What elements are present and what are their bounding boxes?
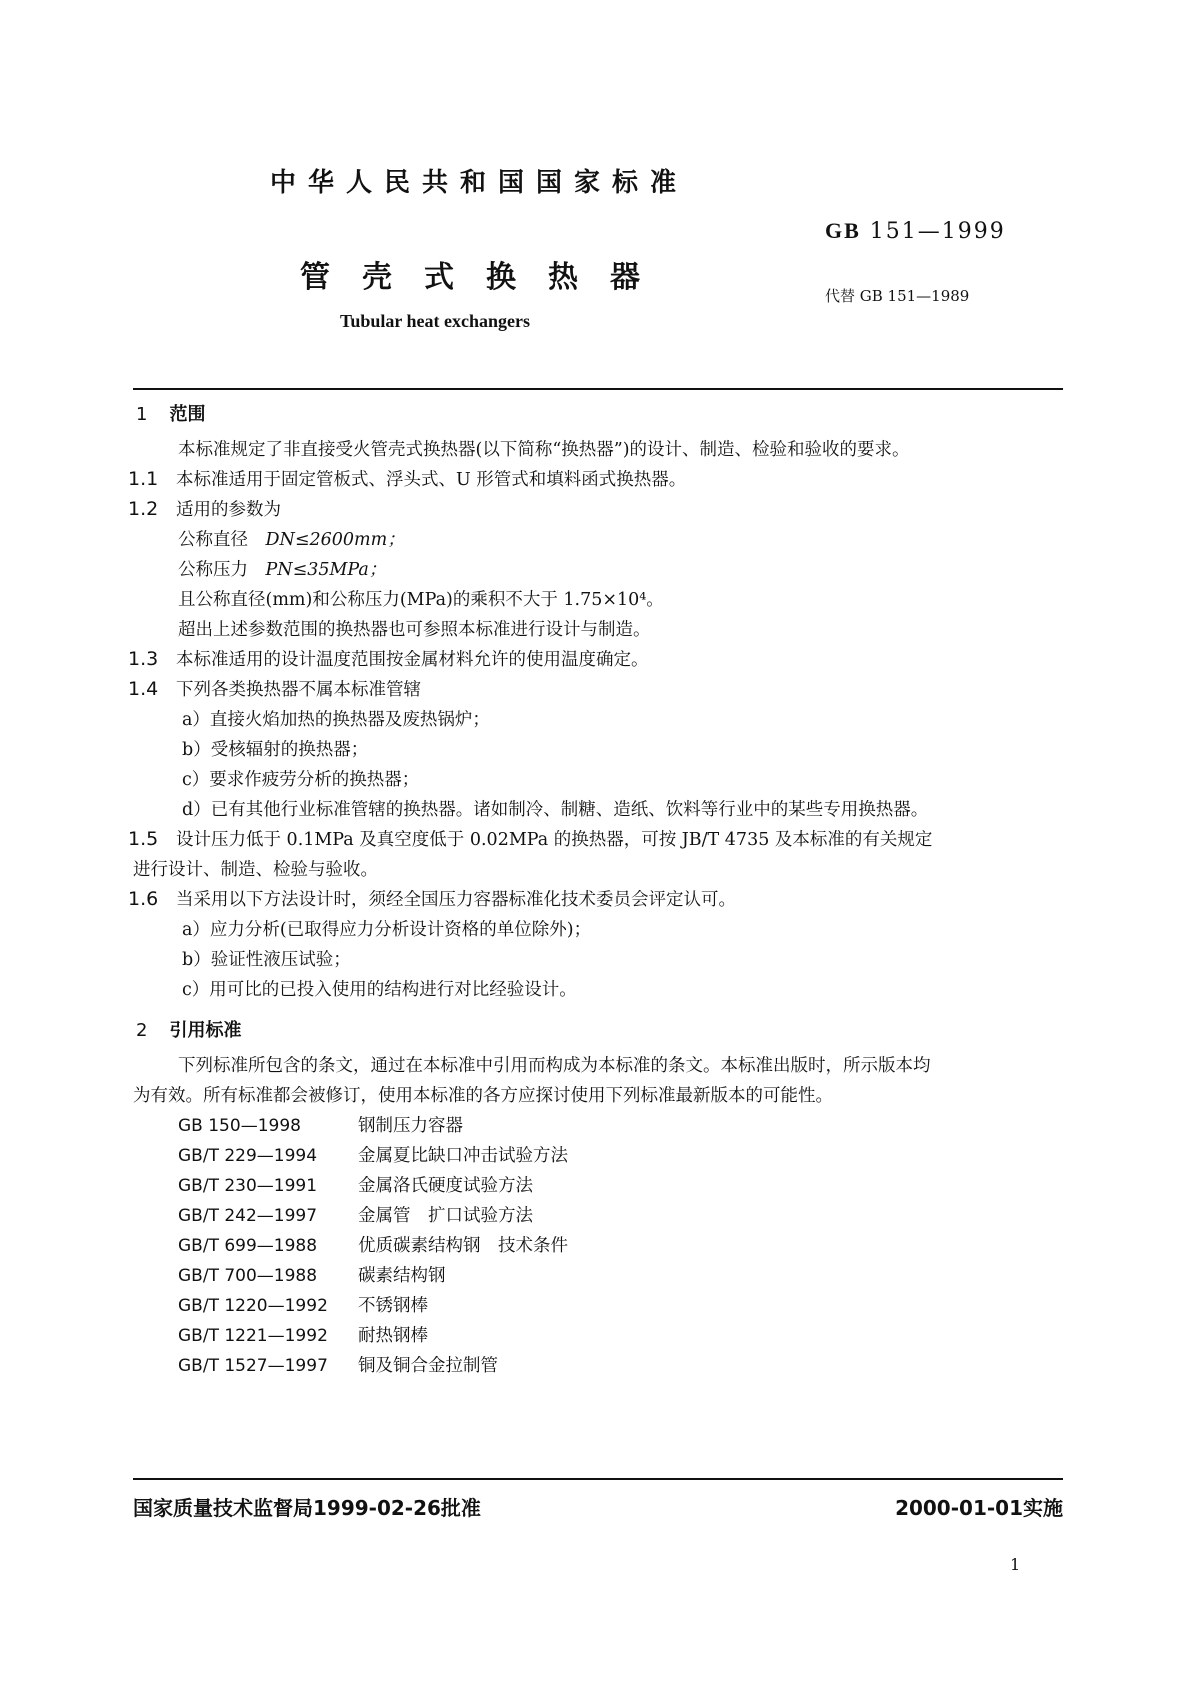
approval-line: 国家质量技术监督局1999-02-26批准 [133, 1496, 481, 1520]
page-number: 1 [1010, 1555, 1021, 1574]
clause-1-4-c: c）要求作疲劳分析的换热器； [182, 770, 420, 790]
reference-item: GB/T 1221—1992 耐热钢棒 [178, 1326, 428, 1346]
beyond-range-note: 超出上述参数范围的换热器也可参照本标准进行设计与制造。 [178, 620, 651, 640]
reference-item: GB/T 700—1988 碳素结构钢 [178, 1266, 446, 1286]
bottom-divider [133, 1478, 1063, 1480]
country-standard-heading: 中华人民共和国国家标准 [270, 168, 689, 198]
section-1-intro: 本标准规定了非直接受火管壳式换热器(以下简称“换热器”)的设计、制造、检验和验收的要求。 [178, 440, 910, 460]
clause-1-1: 1.1 本标准适用于固定管板式、浮头式、U 形管式和填料函式换热器。 [128, 468, 687, 490]
clause-1-5-continued: 进行设计、制造、检验与验收。 [133, 860, 378, 880]
clause-1-3: 1.3 本标准适用的设计温度范围按金属材料允许的使用温度确定。 [128, 648, 649, 670]
replaces-note: 代替 GB 151—1989 [825, 287, 970, 305]
standard-number [825, 218, 1006, 244]
clause-1-6: 1.6 当采用以下方法设计时，须经全国压力容器标准化技术委员会评定认可。 [128, 888, 736, 910]
section-2-para-line1: 下列标准所包含的条文，通过在本标准中引用而构成为本标准的条文。本标准出版时，所示版本均 [178, 1056, 931, 1076]
top-divider [133, 388, 1063, 390]
section-2-para-line2: 为有效。所有标准都会被修订，使用本标准的各方应探讨使用下列标准最新版本的可能性。 [133, 1086, 833, 1106]
clause-1-5: 1.5 设计压力低于 0.1MPa 及真空度低于 0.02MPa 的换热器，可按 JB/T 4735 及本标准的有关规定 [128, 828, 933, 850]
clause-1-4-d: d）已有其他行业标准管辖的换热器。诸如制冷、制糖、造纸、饮料等行业中的某些专用换热器。 [182, 800, 929, 820]
reference-item: GB/T 230—1991 金属洛氏硬度试验方法 [178, 1176, 533, 1196]
product-limit: 且公称直径(mm)和公称压力(MPa)的乘积不大于 1.75×10⁴。 [178, 590, 664, 610]
reference-item: GB/T 699—1988 优质碳素结构钢 技术条件 [178, 1236, 568, 1256]
implementation-date: 2000-01-01实施 [895, 1496, 1063, 1520]
reference-item: GB/T 1527—1997 铜及铜合金拉制管 [178, 1356, 498, 1376]
clause-1-4: 1.4 下列各类换热器不属本标准管辖 [128, 678, 421, 700]
reference-item: GB 150—1998 钢制压力容器 [178, 1116, 463, 1136]
reference-item: GB/T 1220—1992 不锈钢棒 [178, 1296, 428, 1316]
reference-item: GB/T 242—1997 金属管 扩口试验方法 [178, 1206, 533, 1226]
clause-1-2: 1.2 适用的参数为 [128, 498, 281, 520]
dn-parameter: 公称直径 DN≤2600mm； [178, 530, 405, 550]
chinese-title: 管壳式换热器 [300, 260, 672, 295]
clause-1-6-b: b）验证性液压试验； [182, 950, 351, 970]
clause-1-6-c: c）用可比的已投入使用的结构进行对比经验设计。 [182, 980, 577, 1000]
reference-item: GB/T 229—1994 金属夏比缺口冲击试验方法 [178, 1146, 568, 1166]
clause-1-4-b: b）受核辐射的换热器； [182, 740, 369, 760]
standard-prefix: GB [825, 218, 861, 243]
section-1-heading: 1 范围 [136, 404, 206, 425]
pn-parameter: 公称压力 PN≤35MPa； [178, 560, 387, 580]
clause-1-4-a: a）直接火焰加热的换热器及废热锅炉； [182, 710, 490, 730]
english-title: Tubular heat exchangers [340, 311, 531, 331]
clause-1-6-a: a）应力分析(已取得应力分析设计资格的单位除外)； [182, 920, 592, 940]
standard-number-value: 151—1999 [869, 219, 1006, 244]
section-2-heading: 2 引用标准 [136, 1020, 242, 1041]
